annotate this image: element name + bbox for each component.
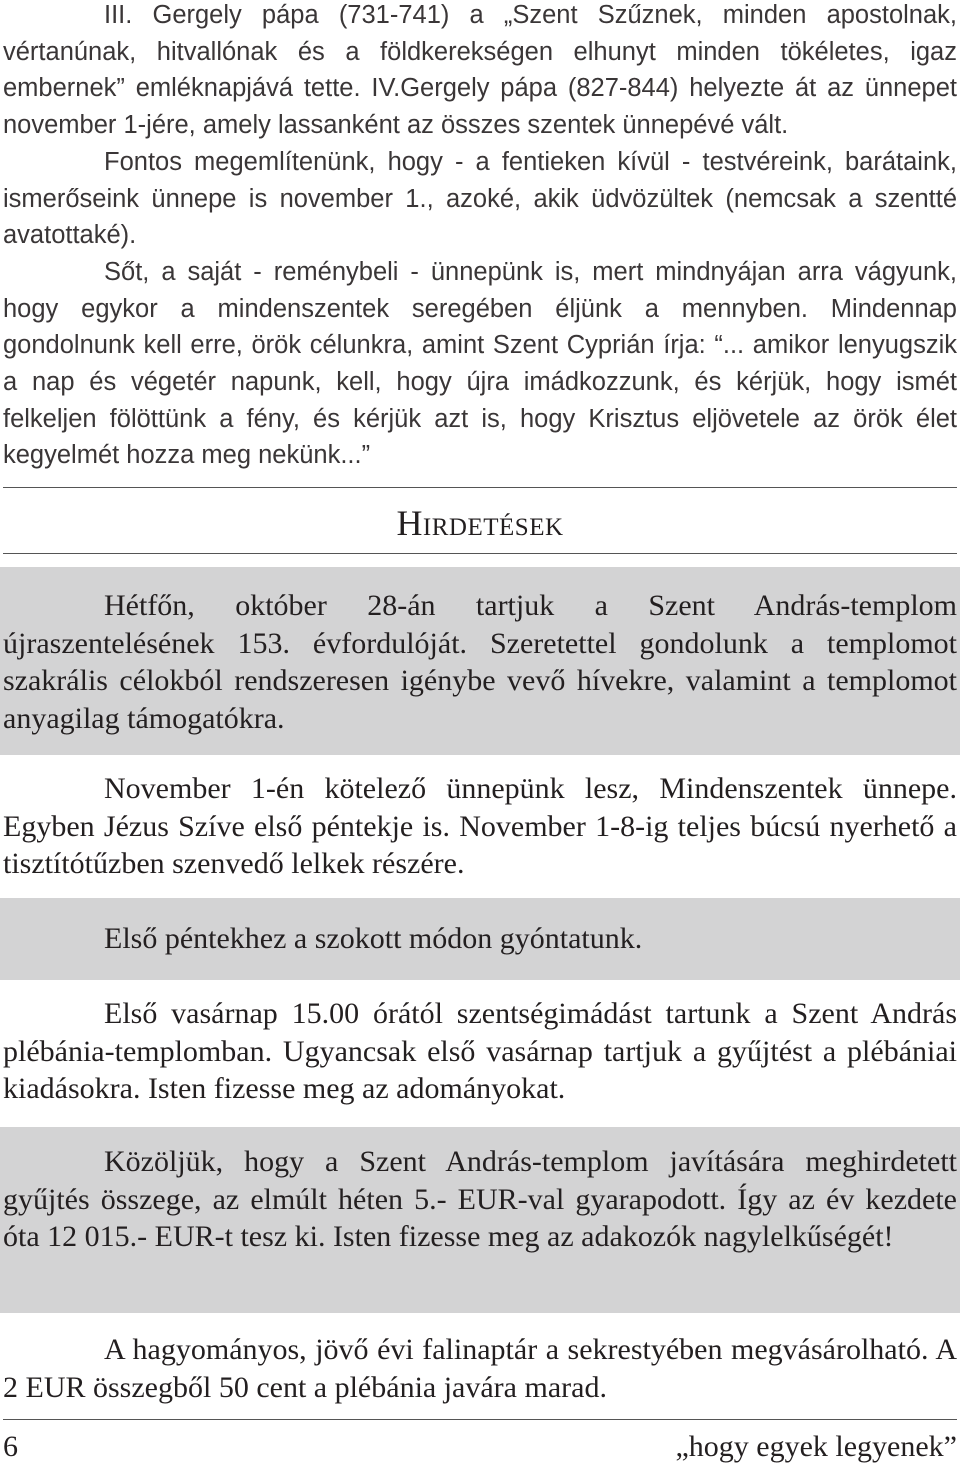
announcement-block — [0, 567, 960, 755]
announcement-block — [0, 898, 960, 980]
section-heading: Hirdetések — [396, 503, 564, 543]
announcement-block — [0, 770, 960, 883]
intro-paragraph: Fontos megemlítenünk, hogy - a fentieken kívül - testvéreink, barátaink, ismerőseink ünnepe is november 1., azoké, akik üdvözültek (nemcsak a szentté avatottaké). — [3, 147, 957, 250]
announcement-text: Első péntekhez a szokott módon gyóntatunk. — [104, 922, 643, 955]
section-top-rule — [3, 487, 957, 488]
publication-title: „hogy egyek legyenek” — [675, 1430, 957, 1463]
page-number: 6 — [3, 1430, 18, 1463]
announcement-text: November 1-én kötelező ünnepünk lesz, Mindenszentek ünnepe. Egyben Jézus Szíve első péntekje is. November 1-8-ig teljes búcsú nyerhető a tisztítótűzben szenvedő lelkek részére. — [3, 772, 957, 880]
announcement-text: A hagyományos, jövő évi falinaptár a sekrestyében megvásárolható. A 2 EUR összegből 50 cent a plébánia javára marad. — [3, 1333, 957, 1404]
footer-rule — [3, 1419, 957, 1420]
section-bottom-rule — [3, 553, 957, 554]
announcement-block — [0, 1331, 960, 1406]
announcement-text: Közöljük, hogy a Szent András-templom javítására meghirdetett gyűjtés összege, az elmúlt héten 5.- EUR-val gyarapodott. Így az év kezdete óta 12 015.- EUR-t tesz ki. Isten fizesse meg az adakozók nagylelkűségét! — [3, 1145, 957, 1253]
intro-paragraph: III. Gergely pápa (731-741) a „Szent Szűznek, minden apostolnak, vértanúnak, hitvallónak és a földkerekségen elhunyt minden tökéletes, igaz embernek” emléknapjává tette. IV.Gergely pápa (827-844) helyezte át az ünnepet november 1-jére, amely lassanként az összes szentek ünnepévé vált. — [3, 1, 957, 140]
intro-text — [3, 0, 957, 474]
announcement-block — [0, 995, 960, 1108]
announcement-text: Első vasárnap 15.00 órától szentségimádást tartunk a Szent András plébánia-templomban. Ugyancsak első vasárnap tartjuk a gyűjtést a plébániai kiadásokra. Isten fizesse meg az adományokat. — [3, 997, 957, 1105]
announcement-block — [0, 1127, 960, 1313]
intro-paragraph: Sőt, a saját - reménybeli - ünnepünk is, mert mindnyájan arra vágyunk, hogy egykor a mindenszentek seregében éljünk a mennyben. Mindennap gondolnunk kell erre, örök célunkra, amint Szent Cyprián írja: “... amikor lenyugszik a nap és végetér napunk, kell, hogy újra imádkozzunk, és kérjük, hogy ismét felkeljen fölöttünk a fény, és kérjük azt is, hogy Krisztus eljövetele az örök élet kegyelmét hozza meg nekünk...” — [3, 257, 957, 470]
announcement-text: Hétfőn, október 28-án tartjuk a Szent András-templom újraszentelésének 153. évfordulóját. Szeretettel gondolunk a templomot szakrális célokból rendszeresen igénybe vevő hívekre, valamint a templomot anyagilag támogatókra. — [3, 589, 957, 735]
